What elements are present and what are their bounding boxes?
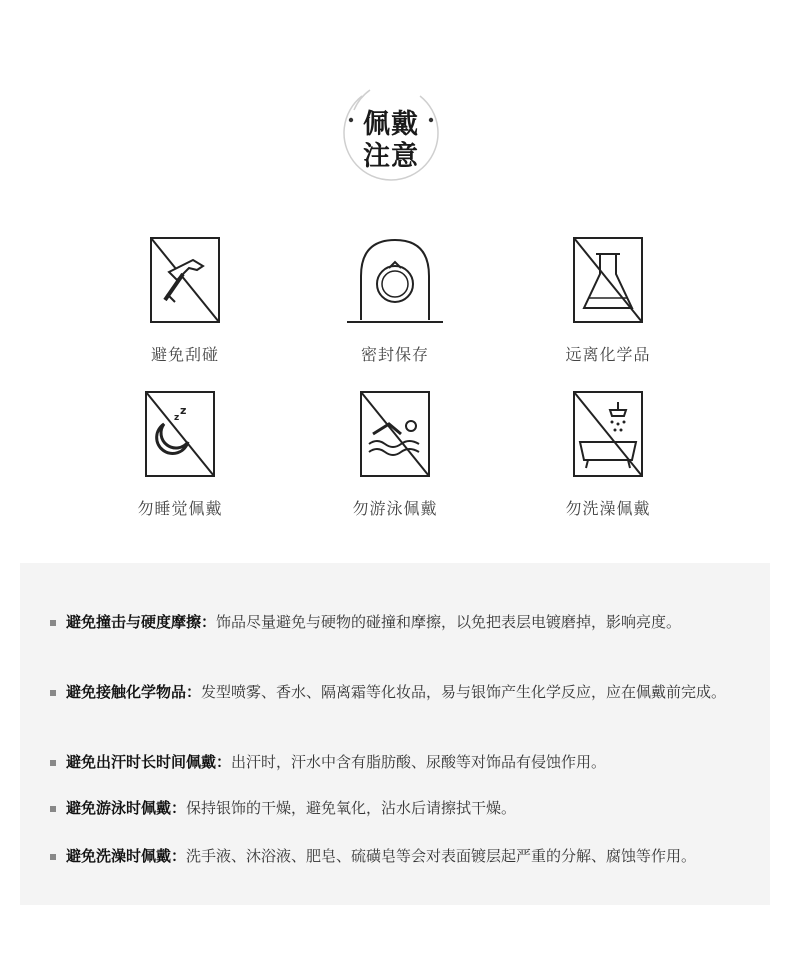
care-item-no-sleep [90, 390, 270, 519]
no-chemicals-icon [572, 236, 644, 324]
care-item-no-swimming [305, 390, 485, 519]
note-body: 洗手液、沐浴液、肥皂、硫磺皂等会对表面镀层起严重的分解、腐蚀等作用。 [186, 847, 697, 865]
sealed-bag-icon [347, 236, 443, 324]
care-item-no-bathing [518, 390, 698, 519]
no-swimming-icon [359, 390, 431, 478]
note-body: 保持银饰的干燥，避免氧化，沾水后请擦拭干燥。 [186, 799, 517, 817]
note-heading: 避免洗澡时佩戴： [66, 847, 187, 865]
note-body: 出汗时，汗水中含有脂肪酸、尿酸等对饰品有侵蚀作用。 [231, 753, 607, 771]
no-hammer-icon [149, 236, 221, 324]
bullet-icon [50, 760, 56, 766]
care-label: 勿游泳佩戴 [352, 499, 438, 518]
no-sleep-icon [144, 390, 216, 478]
note-heading: 避免出汗时长时间佩戴： [66, 753, 232, 771]
note-heading: 避免游泳时佩戴： [66, 799, 187, 817]
bullet-icon [50, 690, 56, 696]
care-item-sealed-storage [305, 236, 485, 365]
note-heading: 避免撞击与硬度摩擦： [66, 613, 217, 631]
note-item [50, 680, 750, 705]
care-item-avoid-scratch [95, 236, 275, 365]
care-label: 密封保存 [360, 345, 429, 364]
page-title-line-1: 佩戴 [363, 109, 419, 140]
care-item-avoid-chemicals [518, 236, 698, 365]
care-notes-panel [20, 563, 770, 905]
care-label: 勿洗澡佩戴 [565, 499, 651, 518]
note-body: 饰品尽量避免与硬物的碰撞和摩擦，以免把表层电镀磨掉，影响亮度。 [216, 613, 682, 631]
no-bathing-icon [572, 390, 644, 478]
care-label: 远离化学品 [565, 345, 651, 364]
note-item [50, 750, 750, 775]
svg-text:z: z [180, 404, 187, 417]
note-item [50, 610, 750, 635]
care-label: 避免刮碰 [150, 345, 219, 364]
bullet-icon [50, 620, 56, 626]
note-item [50, 796, 750, 821]
note-body: 发型喷雾、香水、隔离霜等化妆品，易与银饰产生化学反应，应在佩戴前完成。 [201, 683, 727, 701]
bullet-icon [50, 854, 56, 860]
note-heading: 避免接触化学物品： [66, 683, 202, 701]
bullet-icon [50, 806, 56, 812]
note-item [50, 844, 750, 869]
care-label: 勿睡觉佩戴 [137, 499, 223, 518]
title-badge [340, 82, 442, 184]
page-title-line-2: 注意 [363, 141, 419, 172]
svg-text:z: z [174, 413, 180, 423]
